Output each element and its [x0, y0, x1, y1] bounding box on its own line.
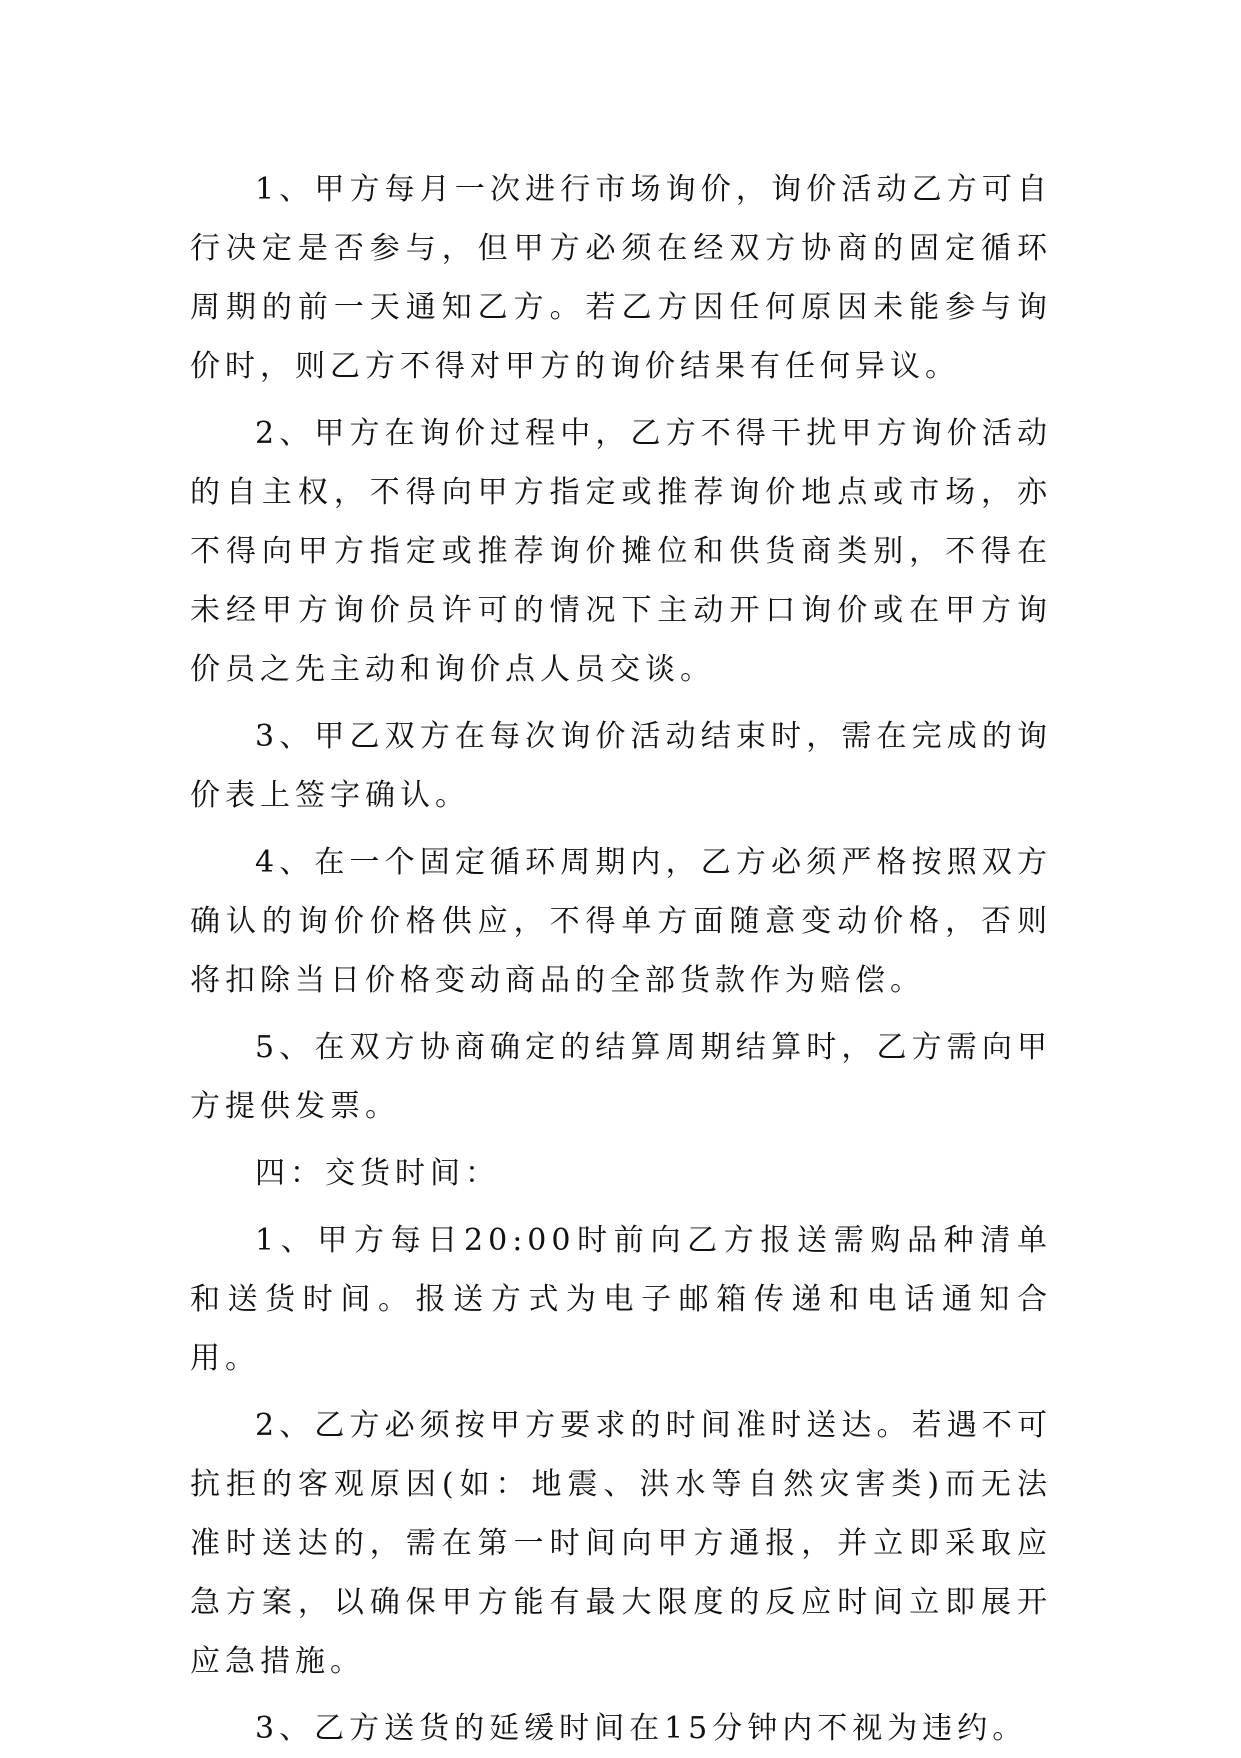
section-heading-delivery-time: 四：交货时间： [255, 1156, 500, 1191]
paragraph-inquiry-5: 5、在双方协商确定的结算周期结算时，乙方需向甲方提供发票。 [190, 1030, 1052, 1124]
paragraph-inquiry-4: 4、在一个固定循环周期内，乙方必须严格按照双方确认的询价价格供应，不得单方面随意变动价格，否则将扣除当日价格变动商品的全部货款作为赔偿。 [190, 845, 1052, 998]
paragraph-delivery-3: 3、乙方送货的延缓时间在15分钟内不视为违约。 [255, 1711, 1028, 1746]
paragraph-delivery-2: 2、乙方必须按甲方要求的时间准时送达。若遇不可抗拒的客观原因(如：地震、洪水等自然灾害类)而无法准时送达的，需在第一时间向甲方通报，并立即采取应急方案，以确保甲方能有最大限度的反应时间立即展开应急措施。 [190, 1408, 1052, 1679]
paragraph-inquiry-2: 2、甲方在询价过程中，乙方不得干扰甲方询价活动的自主权，不得向甲方指定或推荐询价地点或市场，亦不得向甲方指定或推荐询价摊位和供货商类别，不得在未经甲方询价员许可的情况下主动开口询价或在甲方询价员之先主动和询价点人员交谈。 [190, 416, 1052, 687]
paragraph-inquiry-3: 3、甲乙双方在每次询价活动结束时，需在完成的询价表上签字确认。 [190, 719, 1052, 813]
document-body [190, 160, 1052, 1758]
paragraph-delivery-1: 1、甲方每日20:00时前向乙方报送需购品种清单和送货时间。报送方式为电子邮箱传递和电话通知合用。 [190, 1223, 1052, 1376]
paragraph-inquiry-1: 1、甲方每月一次进行市场询价，询价活动乙方可自行决定是否参与，但甲方必须在经双方协商的固定循环周期的前一天通知乙方。若乙方因任何原因未能参与询价时，则乙方不得对甲方的询价结果有任何异议。 [190, 172, 1052, 384]
